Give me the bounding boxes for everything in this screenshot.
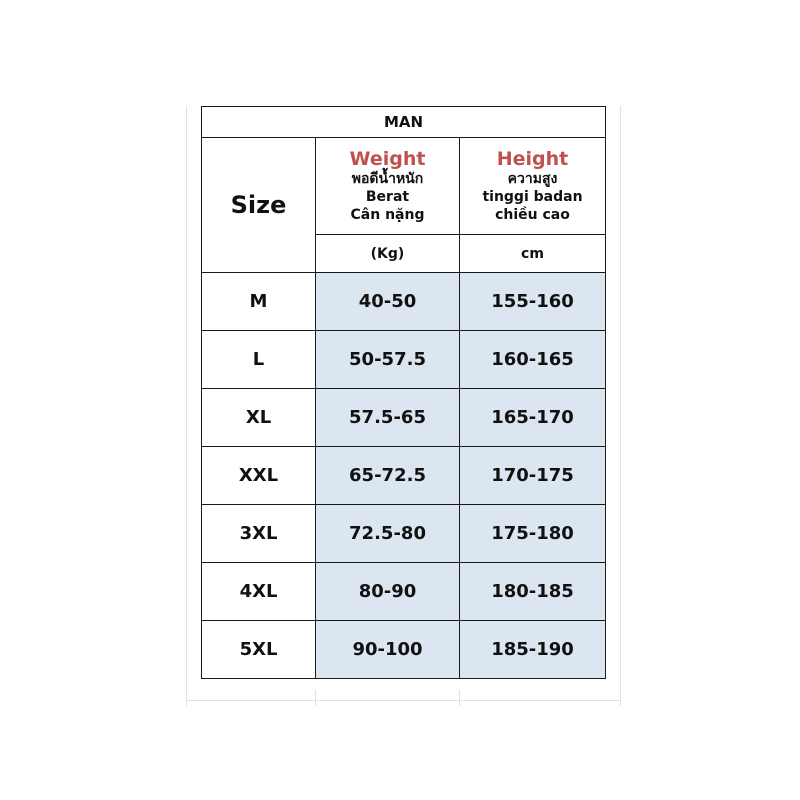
height-cell: 180-185 bbox=[460, 563, 606, 621]
sheet-gridline bbox=[459, 690, 460, 706]
size-chart-table bbox=[201, 106, 606, 679]
table-row bbox=[202, 505, 606, 563]
height-cell: 185-190 bbox=[460, 621, 606, 679]
weight-header-label: Weight bbox=[349, 147, 426, 170]
size-cell: XXL bbox=[202, 447, 316, 505]
weight-cell: 50-57.5 bbox=[316, 331, 460, 389]
sheet-gridline bbox=[620, 106, 621, 706]
table-title: MAN bbox=[202, 107, 606, 138]
size-cell: XL bbox=[202, 389, 316, 447]
table-row bbox=[202, 389, 606, 447]
height-header-thai: ความสูง bbox=[507, 171, 558, 188]
height-cell: 170-175 bbox=[460, 447, 606, 505]
weight-header-vietnamese: Cân nặng bbox=[350, 207, 425, 224]
weight-unit: (Kg) bbox=[316, 235, 460, 273]
sheet-gridline bbox=[186, 106, 187, 706]
size-cell: 4XL bbox=[202, 563, 316, 621]
table-row bbox=[202, 331, 606, 389]
weight-header-thai: พอดีน้ำหนัก bbox=[351, 171, 424, 188]
height-cell: 155-160 bbox=[460, 273, 606, 331]
weight-cell: 72.5-80 bbox=[316, 505, 460, 563]
height-cell: 175-180 bbox=[460, 505, 606, 563]
height-header-vietnamese: chiều cao bbox=[495, 207, 570, 224]
weight-cell: 57.5-65 bbox=[316, 389, 460, 447]
weight-column-header bbox=[316, 138, 460, 235]
table-row bbox=[202, 447, 606, 505]
height-cell: 165-170 bbox=[460, 389, 606, 447]
weight-cell: 80-90 bbox=[316, 563, 460, 621]
weight-cell: 40-50 bbox=[316, 273, 460, 331]
size-cell: 3XL bbox=[202, 505, 316, 563]
height-column-header bbox=[460, 138, 606, 235]
height-unit: cm bbox=[460, 235, 606, 273]
table-row bbox=[202, 563, 606, 621]
height-cell: 160-165 bbox=[460, 331, 606, 389]
size-cell: M bbox=[202, 273, 316, 331]
sheet-gridline bbox=[186, 700, 621, 701]
table-row bbox=[202, 273, 606, 331]
table-row bbox=[202, 621, 606, 679]
size-cell: 5XL bbox=[202, 621, 316, 679]
size-cell: L bbox=[202, 331, 316, 389]
sheet-gridline bbox=[315, 690, 316, 706]
size-column-header: Size bbox=[202, 138, 316, 273]
height-header-malay: tinggi badan bbox=[482, 189, 583, 206]
weight-header-malay: Berat bbox=[365, 189, 410, 206]
weight-cell: 90-100 bbox=[316, 621, 460, 679]
height-header-label: Height bbox=[496, 147, 569, 170]
weight-cell: 65-72.5 bbox=[316, 447, 460, 505]
